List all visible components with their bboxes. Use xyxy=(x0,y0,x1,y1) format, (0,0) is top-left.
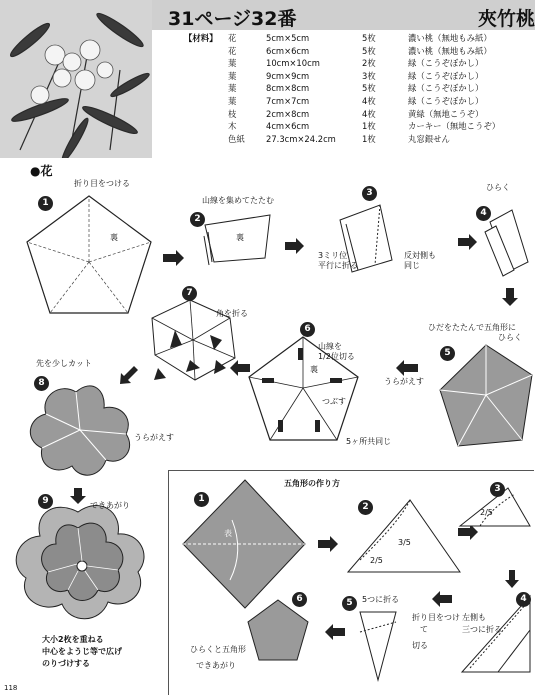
pentagon-p5-caption-d: 切る xyxy=(412,641,428,650)
step6-caption-c: つぶす xyxy=(322,397,346,406)
step3-caption-d: 同じ xyxy=(404,261,420,270)
material-qty: 5枚 xyxy=(362,83,376,94)
pentagon-p4-caption-b: 三つに折る xyxy=(462,625,502,634)
material-qty: 4枚 xyxy=(362,95,376,106)
page-title: 31ページ32番 xyxy=(168,8,297,30)
step6-caption-d: うらがえす xyxy=(384,377,424,386)
step6-caption-b: 1/2位切る xyxy=(318,352,355,361)
step3-caption-c: 反対側も xyxy=(404,251,436,260)
step5-caption-a: ひだをたたんで五角形に xyxy=(428,323,516,332)
step5-pentagon xyxy=(440,345,532,446)
step-number-1: 1 xyxy=(38,196,53,211)
material-qty: 5枚 xyxy=(362,33,376,43)
step8-flower xyxy=(30,386,129,475)
material-paper: 濃い桃（無地もみ紙） xyxy=(408,33,492,43)
step-number-5: 5 xyxy=(440,346,455,361)
pentagon-p4-caption-a: 左側も xyxy=(462,613,486,622)
material-size: 4cm×6cm xyxy=(266,121,310,132)
material-paper: 緑（こうぞぼかし） xyxy=(408,58,484,69)
material-size: 27.3cm×24.2cm xyxy=(266,133,336,144)
material-part: 葉 xyxy=(228,83,237,94)
step9-flower xyxy=(16,506,144,619)
pentagon-p5-caption-b: 折り目をつけ xyxy=(412,613,460,622)
step4-caption: ひらく xyxy=(486,183,510,192)
material-qty: 2枚 xyxy=(362,58,376,69)
material-size: 7cm×7cm xyxy=(266,95,310,106)
step-number-3: 3 xyxy=(362,186,377,201)
material-paper: 濃い桃（無地もみ紙） xyxy=(408,45,492,56)
material-qty: 1枚 xyxy=(362,121,376,132)
material-qty: 5枚 xyxy=(362,45,376,56)
step-number-6: 6 xyxy=(300,322,315,337)
pentagon-p3-frac: 2/5 xyxy=(480,508,493,517)
step-number-4: 4 xyxy=(476,206,491,221)
material-size: 8cm×8cm xyxy=(266,83,310,94)
page-title-right: 夾竹桃 xyxy=(478,8,535,30)
material-paper: 黄緑（無地こうぞ） xyxy=(408,108,484,119)
material-paper: 丸窓銀せん xyxy=(408,133,450,144)
step1-caption: 折り目をつける xyxy=(74,179,130,188)
pentagon-step-1: 1 xyxy=(194,492,209,507)
material-size: 10cm×10cm xyxy=(266,58,320,69)
pentagon-p2-frac-b: 2/5 xyxy=(370,556,383,565)
step9-caption-b: 大小2枚を重ねる xyxy=(42,635,104,644)
step3-caption-a: 3ミリ位 xyxy=(318,251,348,260)
material-part: 葉 xyxy=(228,70,237,81)
material-part: 花 xyxy=(228,33,237,43)
step-number-7: 7 xyxy=(182,286,197,301)
material-qty: 4枚 xyxy=(362,108,376,119)
step6-caption-e: 5ヶ所共同じ xyxy=(346,437,392,446)
step8-caption: 先を少しカット xyxy=(36,359,92,368)
step6-caption-a: 山線を xyxy=(318,342,342,351)
materials-label: 【材料】 xyxy=(184,33,218,43)
pentagon-step-2: 2 xyxy=(358,500,373,515)
pentagon-p5-caption-a: 5つに折る xyxy=(362,595,400,604)
step5-caption-b: ひらく xyxy=(498,333,522,342)
step1-face: 裏 xyxy=(110,233,118,242)
material-size: 6cm×6cm xyxy=(266,45,310,56)
pentagon-step-4: 4 xyxy=(516,592,531,607)
material-part: 枝 xyxy=(228,108,237,119)
material-qty: 3枚 xyxy=(362,70,376,81)
material-paper: 緑（こうぞぼかし） xyxy=(408,70,484,81)
material-paper: 緑（こうぞぼかし） xyxy=(408,83,484,94)
step1-pentagon xyxy=(27,196,151,313)
step-number-8: 8 xyxy=(34,376,49,391)
step2-caption: 山線を集めてたたむ xyxy=(202,196,274,205)
pentagon-p2-frac-a: 3/5 xyxy=(398,538,411,547)
material-size: 9cm×9cm xyxy=(266,70,310,81)
material-part: 葉 xyxy=(228,58,237,69)
page-number: 118 xyxy=(4,684,18,692)
pentagon-p6-caption-a: ひらくと五角形 xyxy=(190,645,246,654)
step7-caption: 角を折る xyxy=(216,309,248,318)
step4-fold xyxy=(485,210,528,276)
material-paper: 緑（こうぞぼかし） xyxy=(408,95,484,106)
material-part: 花 xyxy=(228,45,237,56)
pentagon-p5-caption-c: て xyxy=(420,625,428,634)
step9-caption-c: 中心をようじ等で広げ xyxy=(42,647,122,656)
step6-face: 裏 xyxy=(310,365,318,374)
step9-caption-d: のりづけする xyxy=(42,659,90,668)
material-size: 5cm×5cm xyxy=(266,33,310,43)
pentagon-method-title: 五角形の作り方 xyxy=(284,479,340,488)
step8-caption-b: うらがえす xyxy=(134,433,174,442)
step-number-2: 2 xyxy=(190,212,205,227)
pentagon-step-6: 6 xyxy=(292,592,307,607)
material-size: 2cm×8cm xyxy=(266,108,310,119)
material-part: 木 xyxy=(228,121,237,132)
pentagon-step-5: 5 xyxy=(342,596,357,611)
step9-caption: できあがり xyxy=(90,501,130,510)
step3-caption-b: 平行に折る xyxy=(318,261,358,270)
material-qty: 1枚 xyxy=(362,133,376,144)
material-part: 色紙 xyxy=(228,133,245,144)
pentagon-step-3: 3 xyxy=(490,482,505,497)
material-paper: カーキー（無地こうぞ） xyxy=(408,121,501,132)
pentagon-p1-face: 表 xyxy=(224,529,232,538)
section-title: ●花 xyxy=(30,164,53,178)
step-number-9: 9 xyxy=(38,494,53,509)
material-part: 葉 xyxy=(228,95,237,106)
pentagon-p6-caption-b: できあがり xyxy=(196,661,236,670)
step2-face: 裏 xyxy=(236,233,244,242)
